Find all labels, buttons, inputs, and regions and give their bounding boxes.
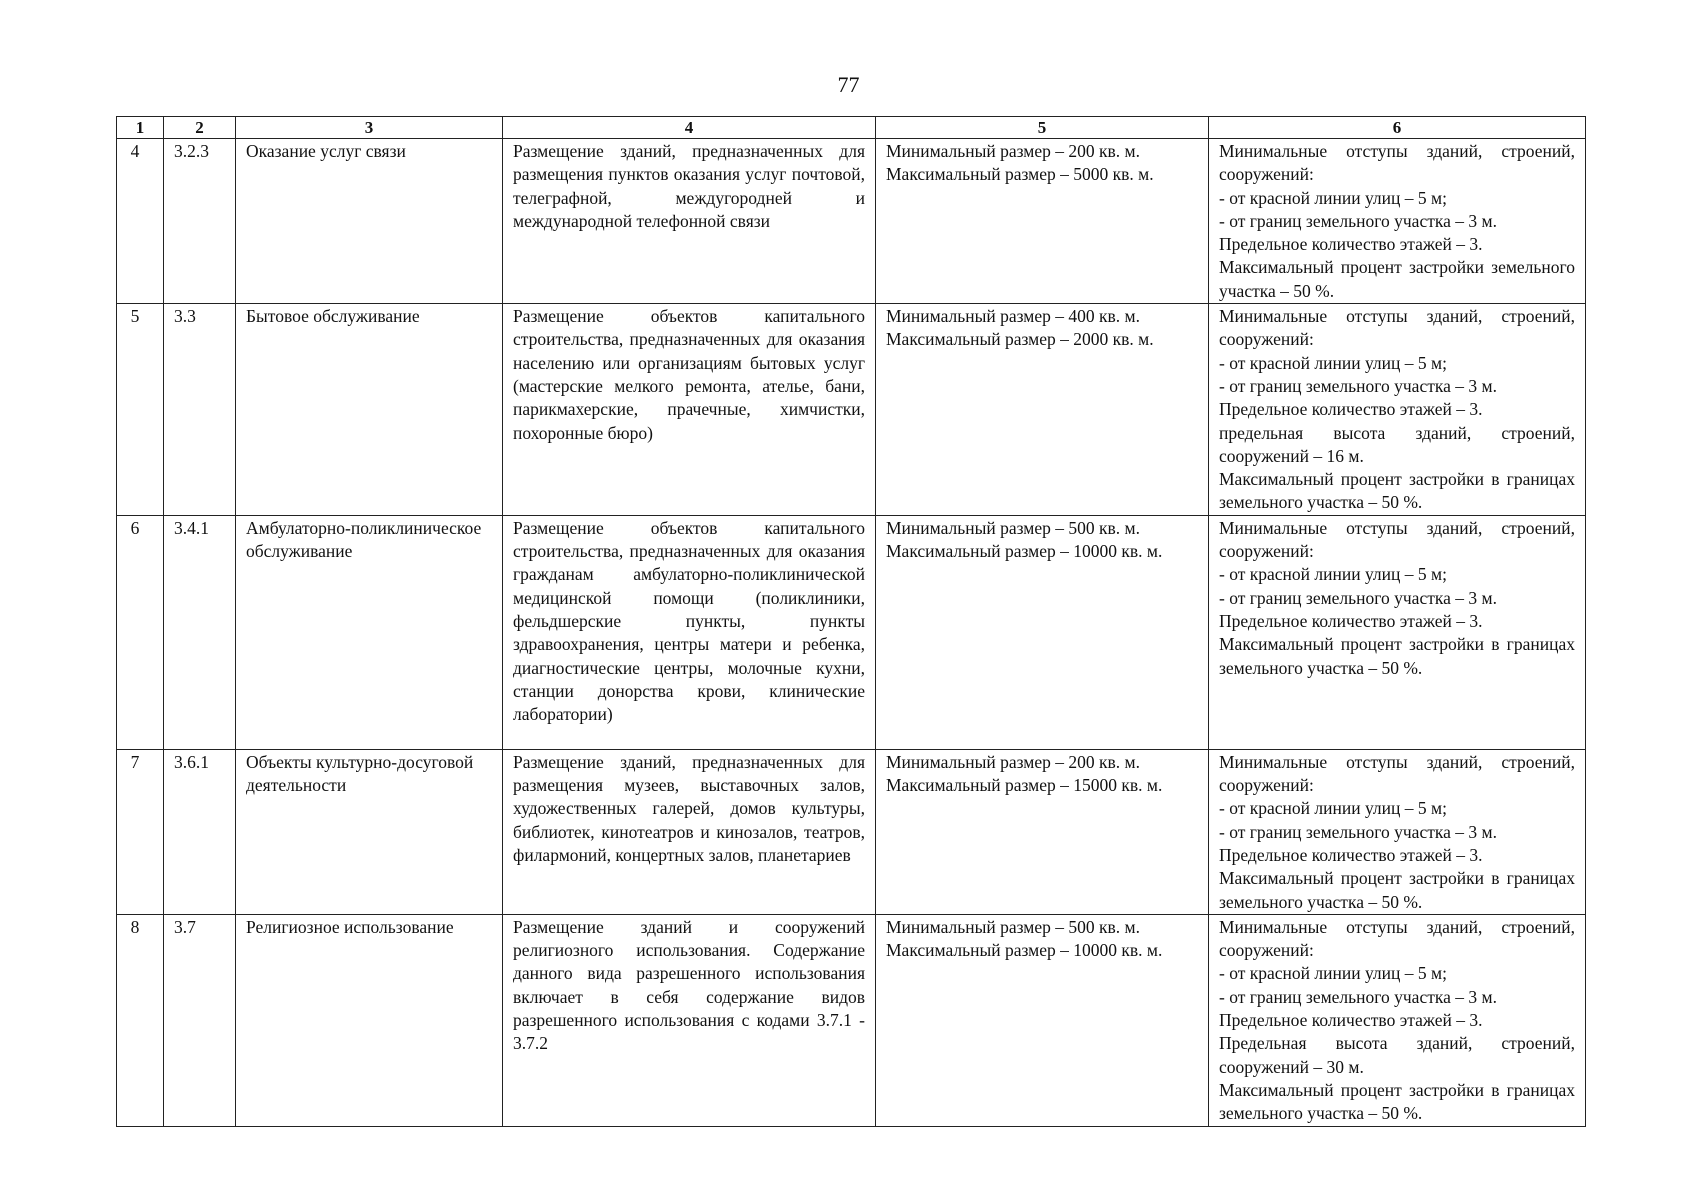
building-limits: [1209, 749, 1586, 914]
limits-line: - от границ земельного участка – 3 м.: [1219, 375, 1497, 396]
table-row: [117, 139, 1586, 304]
limits-line: Минимальные отступы зданий, строений, сооружений:: [1219, 306, 1575, 350]
land-use-table: [116, 116, 1586, 1127]
limits-line: Предельное количество этажей – 3.: [1219, 610, 1483, 631]
limits-line: - от границ земельного участка – 3 м.: [1219, 587, 1497, 608]
use-code: 3.2.3: [164, 139, 236, 304]
column-header: 2: [164, 117, 236, 139]
column-header: 3: [236, 117, 503, 139]
limits-line: - от красной линии улиц – 5 м;: [1219, 564, 1447, 585]
building-limits: [1209, 515, 1586, 749]
limits-line: Предельное количество этажей – 3.: [1219, 399, 1483, 420]
column-header: 6: [1209, 117, 1586, 139]
plot-size: Минимальный размер – 200 кв. м. Максимальный размер – 5000 кв. м.: [876, 139, 1209, 304]
plot-size: Минимальный размер – 400 кв. м. Максимальный размер – 2000 кв. м.: [876, 304, 1209, 516]
limits-line: Предельное количество этажей – 3.: [1219, 844, 1483, 865]
plot-size: Минимальный размер – 500 кв. м. Максимальный размер – 10000 кв. м.: [876, 515, 1209, 749]
limits-line: Максимальный процент застройки в границах земельного участка – 50 %.: [1219, 868, 1575, 912]
use-description: Размещение зданий, предназначенных для размещения музеев, выставочных залов, художественных галерей, домов культуры, библиотек, кинотеатров и кинозалов, театров, филармоний, концертных залов, планетариев: [503, 749, 876, 914]
limits-line: - от красной линии улиц – 5 м;: [1219, 963, 1447, 984]
page-number: 77: [837, 72, 860, 97]
column-header: 5: [876, 117, 1209, 139]
limits-line: Максимальный процент застройки в границах земельного участка – 50 %.: [1219, 1079, 1575, 1124]
use-name: Бытовое обслуживание: [236, 304, 503, 516]
use-code: 3.4.1: [164, 515, 236, 749]
limits-line: Максимальный процент застройки в границах земельного участка – 50 %.: [1219, 469, 1575, 513]
limits-line: Минимальные отступы зданий, строений, сооружений:: [1219, 916, 1575, 961]
use-description: Размещение объектов капитального строительства, предназначенных для оказания гражданам амбулаторно-поликлинической медицинской помощи (поликлиники, фельдшерские пункты, пункты здравоохранения, центры матери и ребенка, диагностические центры, молочные кухни, станции донорства крови, клинические лаборатории): [503, 515, 876, 749]
limits-line: Минимальные отступы зданий, строений, сооружений:: [1219, 141, 1575, 185]
use-code: 3.3: [164, 304, 236, 516]
use-name: Религиозное использование: [236, 914, 503, 1126]
row-number: 4: [117, 139, 164, 304]
limits-line: предельная высота зданий, строений, сооружений – 16 м.: [1219, 422, 1575, 466]
table-header-row: [117, 117, 1586, 139]
limits-line: - от красной линии улиц – 5 м;: [1219, 798, 1447, 819]
table-row: [117, 304, 1586, 516]
use-code: 3.7: [164, 914, 236, 1126]
limits-line: Предельное количество этажей – 3.: [1219, 234, 1483, 255]
use-description: Размещение зданий, предназначенных для размещения пунктов оказания услуг почтовой, телеграфной, междугородней и международной телефонной связи: [503, 139, 876, 304]
use-name: Оказание услуг связи: [236, 139, 503, 304]
use-name: Амбулаторно-поликлиническое обслуживание: [236, 515, 503, 749]
table-row: [117, 749, 1586, 914]
building-limits: [1209, 304, 1586, 516]
row-number: 8: [117, 914, 164, 1126]
limits-line: Минимальные отступы зданий, строений, сооружений:: [1219, 751, 1575, 796]
row-number: 6: [117, 515, 164, 749]
limits-line: Максимальный процент застройки земельного участка – 50 %.: [1219, 257, 1575, 301]
limits-line: Максимальный процент застройки в границах земельного участка – 50 %.: [1219, 634, 1575, 678]
building-limits: [1209, 914, 1586, 1126]
plot-size: Минимальный размер – 500 кв. м. Максимальный размер – 10000 кв. м.: [876, 914, 1209, 1126]
use-description: Размещение зданий и сооружений религиозного использования. Содержание данного вида разрешенного использования включает в себя содержание видов разрешенного использования с кодами 3.7.1 - 3.7.2: [503, 914, 876, 1126]
limits-line: Минимальные отступы зданий, строений, сооружений:: [1219, 517, 1575, 562]
table-row: [117, 914, 1586, 1126]
use-code: 3.6.1: [164, 749, 236, 914]
table-row: [117, 515, 1586, 749]
limits-line: - от красной линии улиц – 5 м;: [1219, 187, 1447, 208]
limits-line: Предельная высота зданий, строений, сооружений – 30 м.: [1219, 1033, 1575, 1077]
plot-size: Минимальный размер – 200 кв. м. Максимальный размер – 15000 кв. м.: [876, 749, 1209, 914]
column-header: 4: [503, 117, 876, 139]
use-name: Объекты культурно-досуговой деятельности: [236, 749, 503, 914]
use-description: Размещение объектов капитального строительства, предназначенных для оказания населению или организациям бытовых услуг (мастерские мелкого ремонта, ателье, бани, парикмахерские, прачечные, химчистки, похоронные бюро): [503, 304, 876, 516]
row-number: 5: [117, 304, 164, 516]
limits-line: - от границ земельного участка – 3 м.: [1219, 210, 1497, 231]
building-limits: [1209, 139, 1586, 304]
row-number: 7: [117, 749, 164, 914]
limits-line: - от красной линии улиц – 5 м;: [1219, 352, 1447, 373]
limits-line: - от границ земельного участка – 3 м.: [1219, 821, 1497, 842]
column-header: 1: [117, 117, 164, 139]
limits-line: Предельное количество этажей – 3.: [1219, 1010, 1483, 1031]
limits-line: - от границ земельного участка – 3 м.: [1219, 986, 1497, 1007]
